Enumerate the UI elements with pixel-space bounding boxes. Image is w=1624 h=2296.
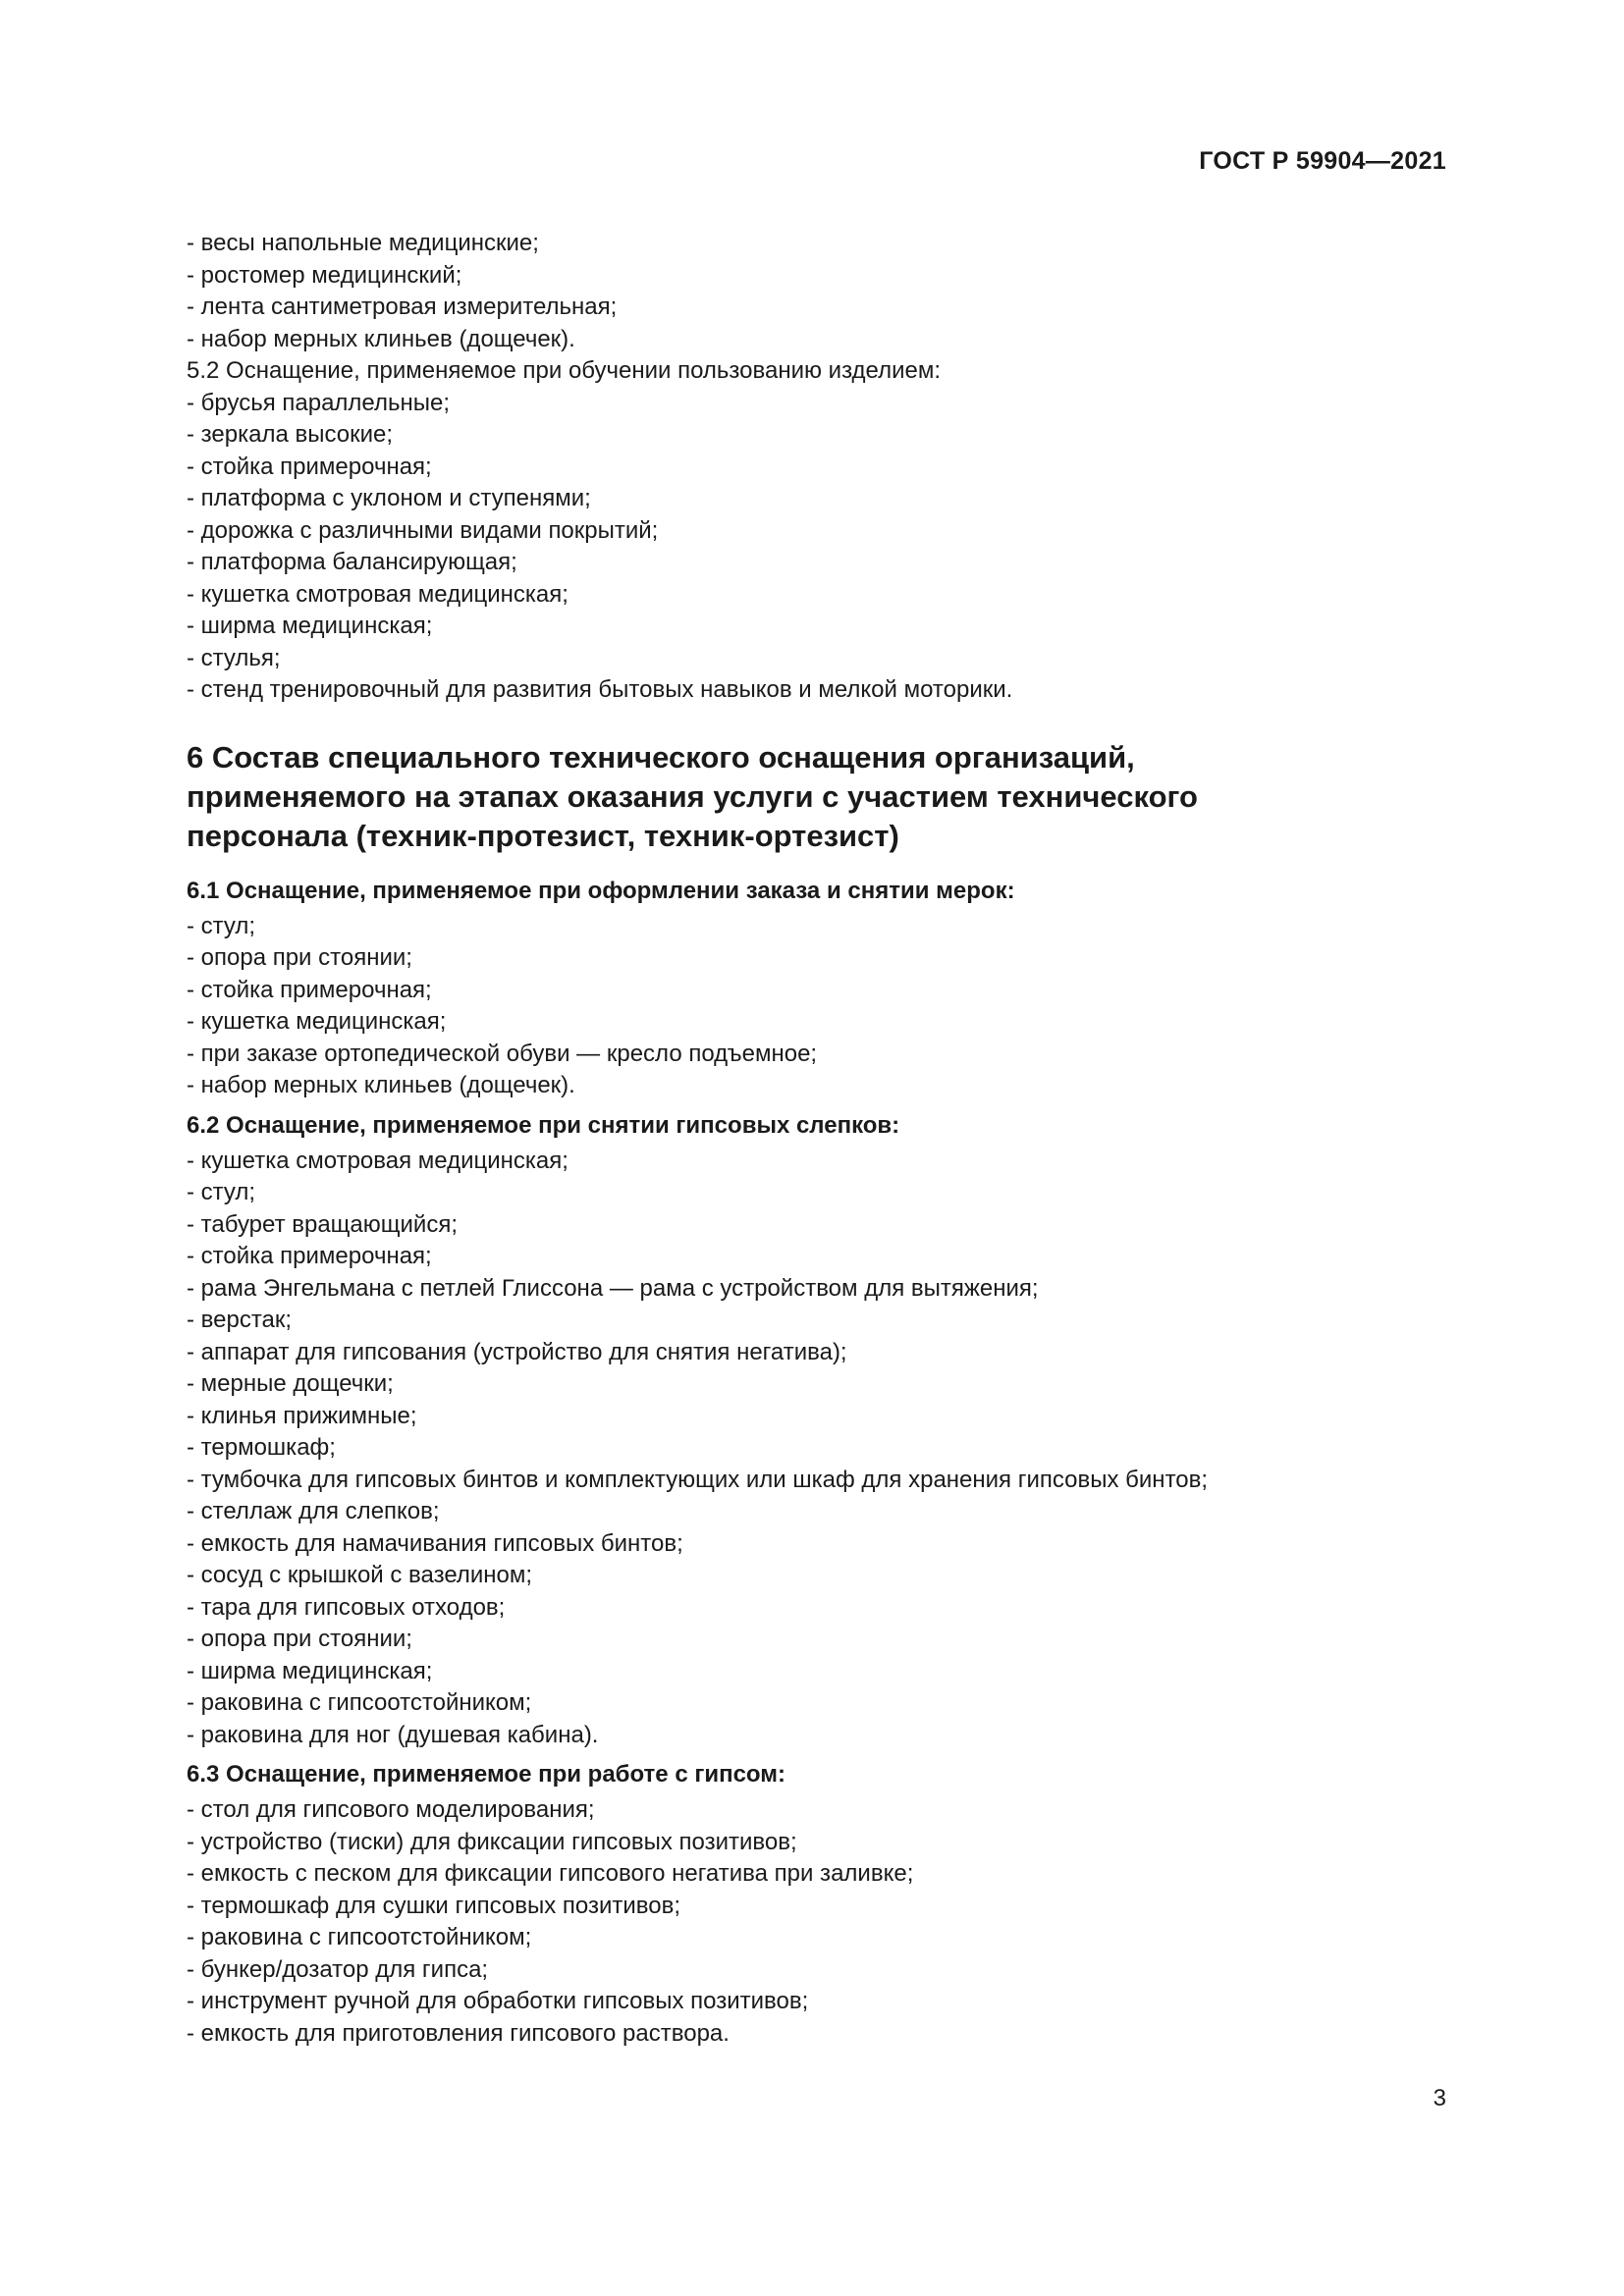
list-item: - платформа балансирующая; [187, 549, 517, 575]
list-item: - бункер/дозатор для гипса; [187, 1955, 489, 1983]
page-content [187, 228, 1453, 2050]
list-item: - стенд тренировочный для развития бытовых навыков и мелкой моторики. [187, 676, 1013, 703]
list-item: - устройство (тиски) для фиксации гипсовых позитивов; [187, 1828, 797, 1855]
list-item: - ширма медицинская; [187, 1657, 433, 1684]
list-item: - тумбочка для гипсовых бинтов и комплектующих или шкаф для хранения гипсовых бинтов; [187, 1466, 1209, 1493]
section-heading-line: 6 Состав специального технического оснащения организаций, [187, 739, 1135, 774]
list-item: - мерные дощечки; [187, 1370, 394, 1397]
list-item: - аппарат для гипсования (устройство для снятия негатива); [187, 1338, 847, 1365]
list-item: - кушетка смотровая медицинская; [187, 580, 568, 608]
list-item: - клинья прижимные; [187, 1402, 417, 1429]
section-6-heading [187, 738, 1453, 856]
list-item: - термошкаф; [187, 1434, 336, 1461]
clause-6-2 [187, 1110, 1453, 1752]
list-item: - стол для гипсового моделирования; [187, 1796, 595, 1823]
list-item: - опора при стоянии; [187, 1626, 412, 1652]
clause-6-1 [187, 876, 1453, 1102]
clause-6-3 [187, 1759, 1453, 2050]
list-item: - стойка примерочная; [187, 453, 432, 480]
list-5-1-tail [187, 228, 1453, 355]
list-item: - брусья параллельные; [187, 389, 451, 416]
section-heading-line: персонала (техник-протезист, техник-ортезист) [187, 818, 899, 853]
list-item: - емкость для приготовления гипсового раствора. [187, 2019, 730, 2047]
list-item: - раковина для ног (душевая кабина). [187, 1721, 599, 1748]
list-item: - стеллаж для слепков; [187, 1498, 440, 1524]
list-item: - раковина с гипсоотстойником; [187, 1924, 532, 1950]
list-item: - набор мерных клиньев (дощечек). [187, 1072, 575, 1098]
list-item: - верстак; [187, 1307, 293, 1333]
clause-title: 5.2 Оснащение, применяемое при обучении пользованию изделием: [187, 357, 942, 384]
list-item: - стойка примерочная; [187, 976, 432, 1003]
list-item: - раковина с гипсоотстойником; [187, 1689, 532, 1716]
list-item: - дорожка с различными видами покрытий; [187, 516, 659, 544]
list-item: - термошкаф для сушки гипсовых позитивов; [187, 1892, 681, 1919]
clause-title: 6.1 Оснащение, применяемое при оформлении заказа и снятии мерок: [187, 877, 1015, 904]
list-item: - стойка примерочная; [187, 1243, 432, 1269]
list-item: - ширма медицинская; [187, 613, 433, 639]
list-item: - весы напольные медицинские; [187, 230, 539, 256]
list-item: - при заказе ортопедической обуви — кресло подъемное; [187, 1040, 818, 1067]
list-item: - ростомер медицинский; [187, 261, 462, 289]
document-code: ГОСТ Р 59904—2021 [1199, 147, 1446, 175]
page-number: 3 [1433, 2085, 1446, 2111]
list-item: - стул; [187, 1179, 256, 1205]
list-item: - инструмент ручной для обработки гипсовых позитивов; [187, 1988, 809, 2014]
list-item: - опора при стоянии; [187, 944, 412, 971]
clause-title: 6.2 Оснащение, применяемое при снятии гипсовых слепков: [187, 1111, 900, 1139]
list-item: - лента сантиметровая измерительная; [187, 294, 618, 320]
list-item: - емкость для намачивания гипсовых бинтов; [187, 1529, 683, 1557]
list-item: - сосуд с крышкой с вазелином; [187, 1562, 533, 1588]
section-heading-line: применяемого на этапах оказания услуги с участием технического [187, 778, 1198, 814]
list-item: - тара для гипсовых отходов; [187, 1593, 506, 1621]
list-item: - набор мерных клиньев (дощечек). [187, 325, 575, 352]
list-item: - табурет вращающийся; [187, 1210, 458, 1238]
list-item: - стулья; [187, 644, 281, 671]
list-item: - зеркала высокие; [187, 421, 394, 448]
list-item: - платформа с уклоном и ступенями; [187, 485, 591, 511]
list-item: - рама Энгельмана с петлей Глиссона — рама с устройством для вытяжения; [187, 1274, 1039, 1302]
list-item: - кушетка смотровая медицинская; [187, 1147, 568, 1174]
list-item: - кушетка медицинская; [187, 1008, 447, 1035]
clause-title: 6.3 Оснащение, применяемое при работе с гипсом: [187, 1761, 786, 1788]
clause-5-2 [187, 355, 1453, 707]
list-item: - стул; [187, 912, 256, 939]
list-item: - емкость с песком для фиксации гипсового негатива при заливке; [187, 1860, 914, 1887]
